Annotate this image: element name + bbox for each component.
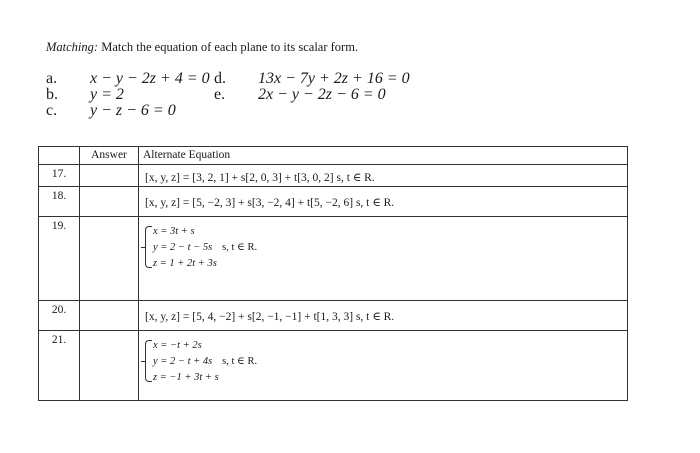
- table-row: [39, 301, 628, 331]
- parametric-system: [145, 336, 623, 386]
- question-number: 17.: [39, 165, 80, 187]
- parameter-domain: s, t ∈ R.: [222, 356, 258, 367]
- option-letter: c.: [46, 102, 58, 119]
- header-alternate-equation: Alternate Equation: [139, 147, 628, 165]
- vector-equation: [x, y, z] = [5, −2, 3] + s[3, −2, 4] + t[5, −2, 6] s, t ∈ R.: [145, 197, 395, 209]
- question-number: 20.: [39, 301, 80, 331]
- option-letter: e.: [214, 86, 226, 103]
- option-equation: x − y − 2z + 4 = 0: [90, 70, 210, 87]
- table-row: [39, 187, 628, 217]
- parametric-y-line: [153, 240, 623, 256]
- answer-cell[interactable]: [80, 187, 139, 217]
- instructions-text: Match the equation of each plane to its scalar form.: [98, 40, 359, 54]
- brace-icon: [145, 340, 152, 382]
- option-equation: y = 2: [90, 86, 124, 103]
- vector-equation: [x, y, z] = [5, 4, −2] + s[2, −1, −1] + t[1, 3, 3] s, t ∈ R.: [145, 311, 395, 323]
- question-number: 19.: [39, 217, 80, 301]
- alternate-equation: [139, 187, 628, 217]
- answer-cell[interactable]: [80, 331, 139, 401]
- answer-cell[interactable]: [80, 165, 139, 187]
- parametric-y: y = 2 − t − 5s: [153, 242, 213, 253]
- option-equation: 2x − y − 2z − 6 = 0: [258, 86, 386, 103]
- alternate-equation: [139, 165, 628, 187]
- option-letter: a.: [46, 70, 58, 87]
- parametric-y: y = 2 − t + 4s: [153, 356, 213, 367]
- option-equation: y − z − 6 = 0: [90, 102, 176, 119]
- instructions: [46, 40, 358, 55]
- vector-equation: [x, y, z] = [3, 2, 1] + s[2, 0, 3] + t[3, 0, 2] s, t ∈ R.: [145, 172, 375, 184]
- alternate-equation: [139, 217, 628, 301]
- instructions-label: Matching:: [46, 40, 99, 54]
- parametric-x: x = 3t + s: [153, 226, 195, 237]
- parametric-system: [145, 222, 623, 272]
- header-answer: Answer: [80, 147, 139, 165]
- option-equation: 13x − 7y + 2z + 16 = 0: [258, 70, 410, 87]
- answer-cell[interactable]: [80, 217, 139, 301]
- question-number: 18.: [39, 187, 80, 217]
- table-row: [39, 165, 628, 187]
- brace-icon: [145, 226, 152, 268]
- answer-cell[interactable]: [80, 301, 139, 331]
- parametric-x: x = −t + 2s: [153, 340, 202, 351]
- parametric-y-line: [153, 354, 623, 370]
- option-letter: b.: [46, 86, 58, 103]
- table-row: [39, 217, 628, 301]
- table-row: [39, 331, 628, 401]
- option-letter: d.: [214, 70, 226, 87]
- question-number: 21.: [39, 331, 80, 401]
- parametric-z: z = −1 + 3t + s: [153, 372, 219, 383]
- alternate-equation: [139, 331, 628, 401]
- answer-table: [38, 146, 628, 401]
- parameter-domain: s, t ∈ R.: [222, 242, 258, 253]
- parametric-z: z = 1 + 2t + 3s: [153, 258, 217, 269]
- alternate-equation: [139, 301, 628, 331]
- table-header-row: [39, 147, 628, 165]
- header-number: [39, 147, 80, 165]
